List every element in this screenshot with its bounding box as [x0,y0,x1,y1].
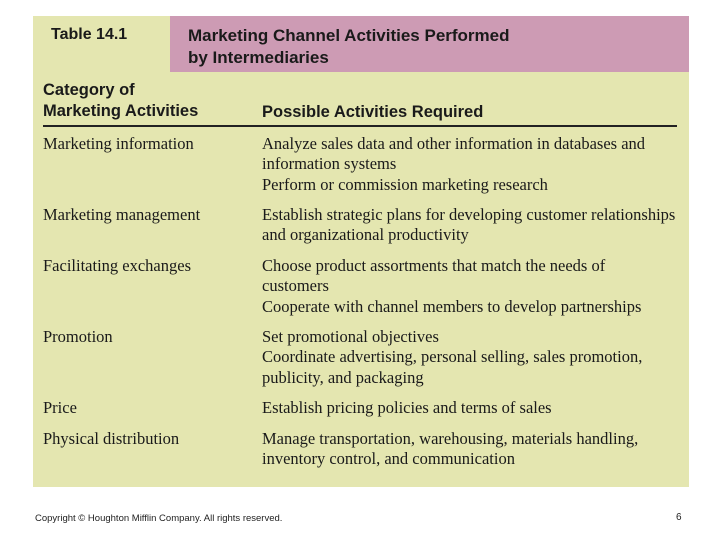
column-header-category-line-2: Marketing Activities [43,102,199,120]
table-number: Table 14.1 [51,26,128,43]
header-divider [43,125,677,127]
activity-line: publicity, and packaging [262,367,424,387]
row-category: Price [43,398,77,417]
activity-line: Analyze sales data and other information in databases and [262,134,646,153]
row-category: Physical distribution [43,429,180,448]
copyright-notice: Copyright © Houghton Mifflin Company. All rights reserved. [35,513,283,524]
row-category: Marketing management [43,205,201,224]
activity-line: and organizational productivity [262,225,469,245]
table-14-1 [33,16,689,487]
activity-line: customers [262,276,329,296]
row-activities [262,205,682,246]
page-number: 6 [676,512,682,523]
activity-line: Establish strategic plans for developing customer relationships [262,205,676,224]
activity-line: information systems [262,154,397,174]
row-category: Marketing information [43,134,194,153]
row-activities [262,398,682,418]
table-title [188,25,668,69]
activity-line: Establish pricing policies and terms of sales [262,398,552,417]
title-band [33,16,689,72]
table-title-line-1: Marketing Channel Activities Performed [188,26,510,45]
table-tag-cell [33,16,170,72]
column-header-activities: Possible Activities Required [262,103,484,121]
row-activities [262,256,682,317]
table-title-line-2: by Intermediaries [188,48,329,67]
activity-line: inventory control, and communication [262,449,515,469]
column-header-category-line-1: Category of [43,81,135,99]
column-header-category [43,80,243,122]
activity-line: Perform or commission marketing research [262,174,548,194]
activity-line: Coordinate advertising, personal selling, sales promotion, [262,347,643,367]
row-activities [262,429,682,470]
row-category: Promotion [43,327,113,346]
activity-line: Set promotional objectives [262,327,439,346]
row-activities [262,134,682,195]
activity-line: Manage transportation, warehousing, materials handling, [262,429,639,448]
row-activities [262,327,682,388]
activity-line: Cooperate with channel members to develop partnerships [262,296,642,316]
row-category: Facilitating exchanges [43,256,191,275]
activity-line: Choose product assortments that match the needs of [262,256,606,275]
